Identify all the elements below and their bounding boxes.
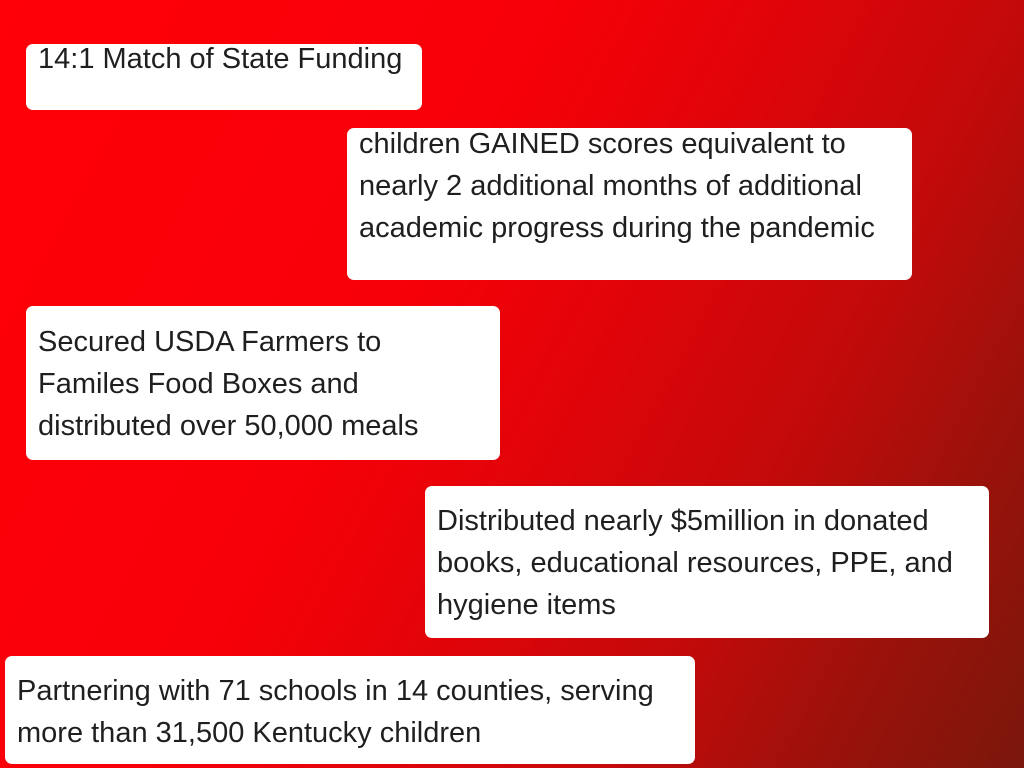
food-boxes-text: Secured USDA Farmers to Familes Food Boxes and distributed over 50,000 meals — [38, 326, 419, 442]
text-box-academic-progress — [347, 128, 912, 280]
text-box-food-boxes — [26, 306, 500, 460]
donated-books-text: Distributed nearly $5million in donated books, educational resources, PPE, and hygiene items — [437, 505, 953, 621]
text-box-school-partnerships — [5, 656, 695, 764]
text-box-state-funding-match — [26, 44, 422, 110]
academic-progress-text: children GAINED scores equivalent to nearly 2 additional months of additional academic progress during the pandemic — [359, 128, 875, 244]
state-funding-match-text: 14:1 Match of State Funding — [38, 44, 403, 75]
school-partnerships-text: Partnering with 71 schools in 14 counties, serving more than 31,500 Kentucky children — [17, 675, 654, 749]
text-box-donated-books — [425, 486, 989, 638]
